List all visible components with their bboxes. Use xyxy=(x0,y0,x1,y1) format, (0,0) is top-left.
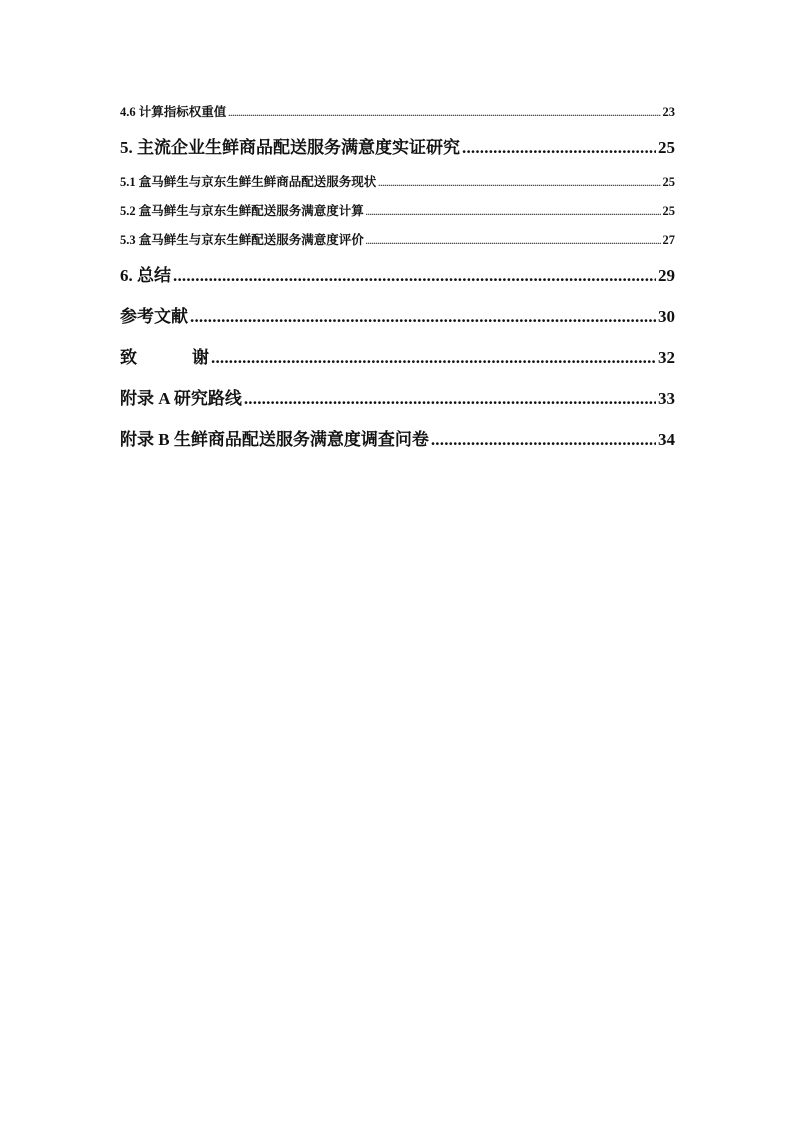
toc-entry-label: 5.2 盒马鲜生与京东生鲜配送服务满意度计算 xyxy=(120,204,364,218)
toc-entry-label: 附录 A 研究路线 xyxy=(120,389,242,408)
toc-entry-label: 4.6 计算指标权重值 xyxy=(120,105,227,119)
toc-page-number: 33 xyxy=(658,389,675,408)
dot-leader xyxy=(366,226,661,256)
toc-entry-appendix-a[interactable] xyxy=(120,378,675,419)
dot-leader xyxy=(462,127,656,168)
toc-entry-5[interactable] xyxy=(120,127,675,168)
toc-entry-5-1[interactable] xyxy=(120,168,675,197)
dot-leader xyxy=(244,378,656,419)
dot-leader xyxy=(228,98,660,128)
toc-page-number: 30 xyxy=(658,307,675,326)
toc-entry-appendix-b[interactable] xyxy=(120,419,675,460)
toc-entry-label xyxy=(120,337,209,378)
toc-entry-label: 5.1 盒马鲜生与京东生鲜生鲜商品配送服务现状 xyxy=(120,175,377,189)
toc-page-number: 23 xyxy=(662,105,675,119)
toc-page-number: 25 xyxy=(662,204,675,218)
toc-entry-4-6[interactable] xyxy=(120,98,675,127)
toc-entry-label: 5.3 盒马鲜生与京东生鲜配送服务满意度评价 xyxy=(120,233,364,247)
toc-entry-5-2[interactable] xyxy=(120,197,675,226)
toc-entry-label: 参考文献 xyxy=(120,307,188,326)
dot-leader xyxy=(211,337,656,378)
toc-page-number: 29 xyxy=(658,266,675,285)
toc-entry-6[interactable] xyxy=(120,255,675,296)
toc-page-number: 25 xyxy=(658,138,675,157)
toc-entry-label: 附录 B 生鲜商品配送服务满意度调查问卷 xyxy=(120,430,429,449)
toc-page-number: 34 xyxy=(658,430,675,449)
toc-page-number: 27 xyxy=(662,233,675,247)
dot-leader xyxy=(431,419,656,460)
dot-leader xyxy=(366,197,661,227)
toc-page-number: 25 xyxy=(662,175,675,189)
dot-leader xyxy=(378,168,660,198)
dot-leader xyxy=(190,296,656,337)
toc-entry-label-part: 谢 xyxy=(192,348,209,367)
toc-entry-references[interactable] xyxy=(120,296,675,337)
toc-page-number: 32 xyxy=(658,348,675,367)
toc-entry-acknowledgements[interactable] xyxy=(120,337,675,378)
toc-entry-label: 5. 主流企业生鲜商品配送服务满意度实证研究 xyxy=(120,138,460,157)
toc-entry-label: 6. 总结 xyxy=(120,266,171,285)
toc-entry-5-3[interactable] xyxy=(120,226,675,255)
toc-entry-label-part: 致 xyxy=(120,348,137,367)
table-of-contents xyxy=(120,98,675,460)
dot-leader xyxy=(173,255,656,296)
